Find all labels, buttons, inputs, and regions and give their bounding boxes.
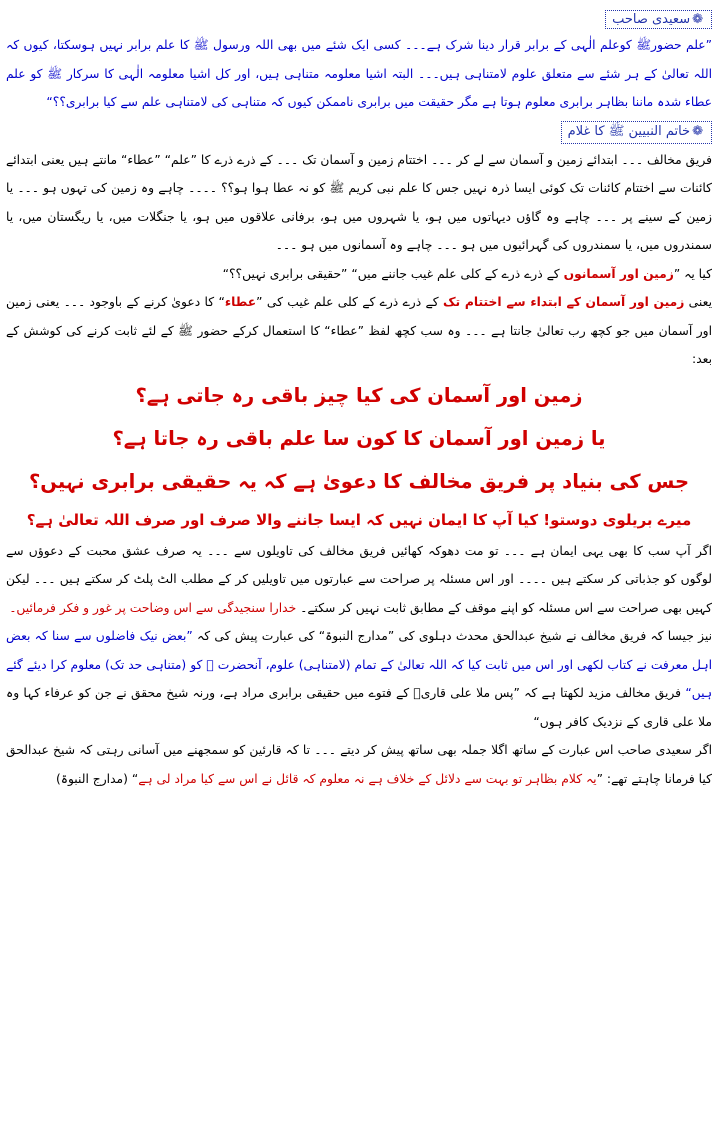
subheading-appeal: میرے بریلوی دوستو! کیا آپ کا ایمان نہیں کہ ایسا جاننے والا صرف اور صرف اللہ تعالیٰ ہے؟ bbox=[26, 510, 692, 529]
heading-question-3: جس کی بنیاد پر فریق مخالف کا دعویٰ ہے کہ یہ حقیقی برابری نہیں؟ bbox=[28, 469, 690, 493]
paragraph-advice: اگر آپ سب کا بھی یہی ایمان ہے ۔۔۔ تو مت دھوکہ کھائیں فریق مخالف کی تاویلوں سے ۔۔۔ یہ صرف عشق محبت کے دعوؤں سے لوگوں کو جذباتی کر سکتے ہیں ۔۔۔۔ اور اس مسئلہ پر صراحت سے عبارتوں میں تاویلیں کر کے مطلب الٹ پلٹ کر سکتے ہیں ۔۔۔ لیکن کہیں بھی صراحت سے اس مسئلہ کو اپنے موقف کے مطابق ثابت نہیں کر سکتے۔ خدارا سنجیدگی سے اس وضاحت پر غور و فکر فرمائیں۔ bbox=[6, 543, 712, 615]
quote-red-conclusion: یہ کلام بظاہر تو بہت سے دلائل کے خلاف ہے نہ معلوم کہ قائل نے اس سے کیا مراد لی ہے bbox=[138, 771, 597, 786]
paragraph-claim-despite: یعنی زمین اور آسمان کے ابتداء سے اختتام تک کے ذرے ذرے کے کلی علم غیب کی ”عطاء“ کا دعویٰ کرنے کے باوجود ۔۔۔ یعنی زمین اور آسمان میں جو کچھ رب تعالیٰ جانتا ہے ۔۔۔ وہ سب کچھ لفظ ”عطاء“ کا استعمال کرکے حضور ﷺ کے لئے ثابت کرنے کی کوشش کے بعد: bbox=[6, 295, 712, 366]
paragraph-opponent-claim: فریق مخالف ۔۔۔ ابتدائے زمین و آسمان سے لے کر ۔۔۔ اختتام زمین و آسمان تک ۔۔۔ کے ذرے ذرے کا ”علم“ ”عطاء“ مانتے ہیں یعنی ابتدائے کائنات سے اختتام کائنات تک کوئی ایسا ذرہ نہیں جس کا علم نبی کریم ﷺ کو نہ عطا ہوا ہو؟؟ ۔۔۔۔ چاہے وہ زمین کی تہوں ہو ۔۔۔ یا زمین کے سینے پر ۔۔۔ چاہے وہ گاؤں دیہاتوں میں ہو، یا شہروں میں ہو، برفانی علاقوں میں ہو، یا جنگلات میں، یا ریگستان میں، یا سمندروں میں، یا سمندروں کی گہرائیوں میں ہو ۔۔۔ چاہے وہ آسمانوں میں ہو ۔۔۔ bbox=[6, 152, 712, 252]
heading-question-1: زمین اور آسمان کی کیا چیز باقی رہ جاتی ہے؟ bbox=[135, 383, 583, 407]
paragraph-madarij: نیز جیسا کہ فریق مخالف نے شیخ عبدالحق محدث دہلوی کی ”مدارج النبوۃ“ کی عبارت پیش کی کہ ”بعض نیک فاضلوں سے سنا کہ بعض اہل معرفت نے کتاب لکھی اور اس میں ثابت کیا کہ اللہ تعالیٰ کے تمام (لامتناہی) علوم، آنحضرت ﷺ کو (متناہی حد تک) معلوم کرا دیئے گئے ہیں“ فریق مخالف مزید لکھتا ہے کہ ”پس ملا علی قاریؒ کے فتوے میں حقیقی برابری مراد ہے، ورنہ شیخ محقق نے جن کو عرفاء کہا وہ ملا علی قاری کے نزدیک کافر ہوں“ bbox=[6, 629, 712, 729]
paragraph-conclusion: اگر سعیدی صاحب اس عبارت کے ساتھ اگلا جملہ بھی ساتھ پیش کر دیتے ۔۔۔ تا کہ قارئین کو سمجھنے میں آسانی رہتی کہ شیخ عبدالحق کیا فرمانا چاہتے تھے: ”یہ کلام بظاہر تو بہت سے دلائل کے خلاف ہے نہ معلوم کہ قائل نے اس سے کیا مراد لی ہے“ (مدارج النبوۃ) bbox=[6, 743, 712, 786]
heading-question-2: یا زمین اور آسمان کا کون سا علم باقی رہ جاتا ہے؟ bbox=[112, 426, 606, 450]
speaker-tag-khatam: ❁خاتم النبیین ﷺ کا غلام bbox=[561, 121, 712, 144]
quote-sayeedi: ”علم حضورﷺ کوعلم الٰہی کے برابر قرار دینا شرک ہے۔۔۔ کسی ایک شئے میں بھی اللہ ورسول ﷺ کا علم برابر نہیں ہوسکتا، کیوں کہ اللہ تعالیٰ کے ہر شئے سے متعلق علوم لامتناہی ہیں۔۔۔ البتہ اشیا معلومہ متناہی ہیں، اور کل اشیا معلومہ الٰہی کا سرکار ﷺ کو علم عطاء شدہ ماننا بظاہر برابری معلوم ہوتا ہے مگر حقیقت میں برابری ناممکن کیوں کہ متناہی کی لامتناہی علم سے کیا برابری؟؟“ bbox=[6, 38, 712, 109]
highlight-range: زمین اور آسمان کے ابتداء سے اختتام تک bbox=[442, 295, 685, 309]
highlight-zameen: زمین اور آسمانوں bbox=[563, 266, 674, 281]
ornament-icon: ❁ bbox=[692, 123, 703, 139]
quote-madarij: ”بعض نیک فاضلوں سے سنا کہ بعض اہل معرفت نے کتاب لکھی اور اس میں ثابت کیا کہ اللہ تعالیٰ کے تمام (لامتناہی) علوم، آنحضرت ﷺ کو (متناہی حد تک) معلوم کرا دیئے گئے ہیں“ bbox=[6, 629, 712, 700]
ornament-icon: ❁ bbox=[692, 12, 703, 27]
question-line: کیا یہ ”زمین اور آسمانوں کے ذرے ذرے کے کلی علم غیب جاننے میں“ ”حقیقی برابری نہیں؟؟“ bbox=[222, 266, 712, 281]
highlight-ata: عطاء bbox=[224, 295, 257, 309]
appeal-red-text: خدارا سنجیدگی سے اس وضاحت پر غور و فکر فرمائیں۔ bbox=[9, 600, 297, 615]
speaker-tag-sayeedi: ❁سعیدی صاحب bbox=[605, 10, 712, 29]
